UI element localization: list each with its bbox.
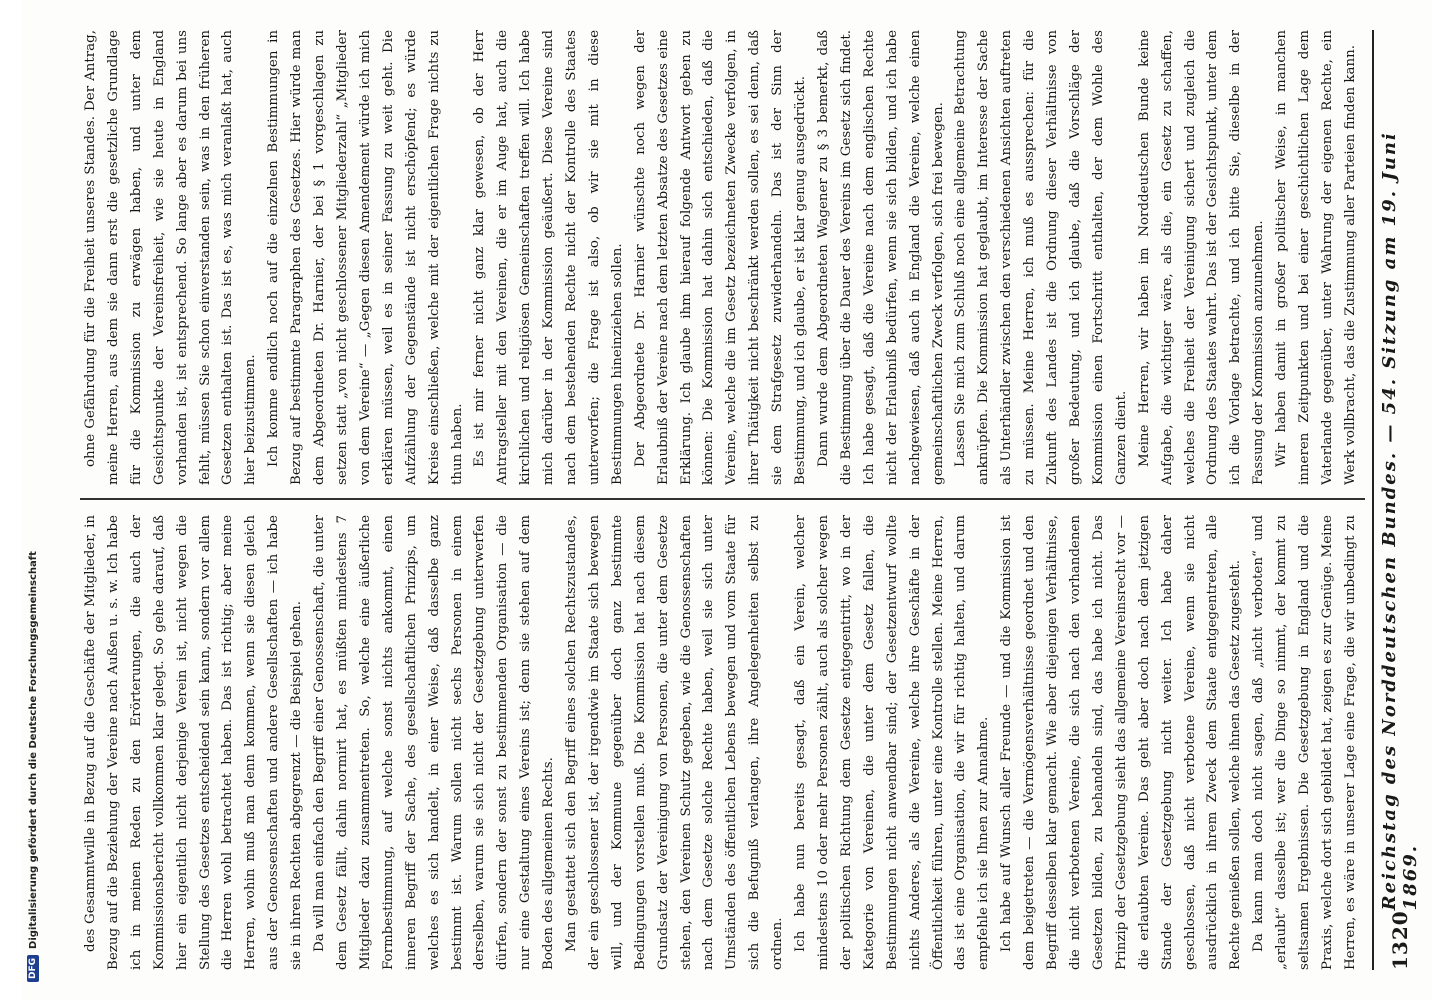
- paragraph: ohne Gefährdung für die Freiheit unseres Standes. Der Antrag, meine Herren, aus dem sie dann erst die gesetzliche Grundlage für die Kommission zu erwägen haben, und unter dem Gesichtspunkte der Vereinsfreiheit, wie sie heute in England vorhanden ist, ist entsprechend. So lange aber es darum bei uns fehlt, müssen Sie schon einverstanden sein, was in den früheren Gesetzen enthalten ist. Das ist es, was mich veranlaßt hat, auch hier beizustimmen.: [83, 30, 259, 485]
- digitization-credit: [22, 0, 44, 1000]
- paragraph: Lassen Sie mich zum Schluß noch eine allgemeine Betrachtung anknüpfen. Die Kommission hat geglaubt, im Interesse der Sache als Unterhändler zwischen den verschiedenen Ansichten auftreten zu müssen. Meine Herren, ich muß es aussprechen: für die Zukunft des Landes ist die Ordnung dieser Verhältnisse von großer Bedeutung, und ich glaube, daß die Vorschläge der Kommission einen Fortschritt enthalten, der dem Wohle des Ganzen dient.: [953, 30, 1129, 485]
- text-columns: [80, 30, 1365, 970]
- paragraph: Man gestattet sich den Begriff eines solchen Rechtszustandes, der ein geschlossener ist, der irgendwie im Staate sich bewegen will, und der Kommune gegenüber doch ganz bestimmte Bedingungen vorstellen muß. Die Kommission hat nach diesem Grundsatz der Vereinigung von Personen, die unter dem Gesetze stehen, den Vereinen Schutz gegeben, wie die Genossenschaften nach dem Gesetze solche Rechte haben, weil sie sich unter Umständen des öffentlichen Lebens bewegen und vom Staate für sich die Befugniß verlangen, ihre Angelegenheiten selbst zu ordnen.: [564, 515, 786, 970]
- paragraph: Dann wurde dem Abgeordneten Wagener zu § 3 bemerkt, daß die Bestimmung über die Dauer des Vereins im Gesetz sich findet. Ich habe gesagt, daß die Vereine nach dem englischen Rechte nicht der Erlaubniß bedürfen, wenn sie sich bilden, und ich habe nachgewiesen, daß auch in England die Vereine, welche einen gemeinschaftlichen Zweck verfolgen, sich frei bewegen.: [816, 30, 946, 485]
- paragraph: Meine Herren, wir haben im Norddeutschen Bunde keine Aufgabe, die wichtiger wäre, als die, ein Gesetz zu schaffen, welches die Freiheit der Vereinigung sichert und zugleich die Ordnung des Staates wahrt. Das ist der Gesichtspunkt, unter dem ich die Vorlage betrachte, und ich bitte Sie, dieselbe in der Fassung der Kommission anzunehmen.: [1136, 30, 1267, 485]
- column-divider: [80, 498, 1365, 500]
- paragraph: Ich habe auf Wunsch aller Freunde — und die Kommission ist dem beigetreten — die Vermögensverhältnisse geordnet und den Begriff desselben klar gemacht. Wie aber diejenigen Verhältnisse, die nicht verbotenen Vereine, die sich nach den vorhandenen Gesetzen bilden, zu behandeln sind, das habe ich nicht. Das Prinzip der Gesetzgebung sieht das allgemeine Vereinsrecht vor — die erlaubten Vereine. Das geht aber doch nach dem jetzigen Stande der Gesetzgebung nicht weiter. Ich habe daher geschlossen, daß nicht verbotene Vereine, wenn sie nicht ausdrücklich in ihrem Zweck dem Staate entgegentreten, alle Rechte genießen sollen, welche ihnen das Gesetz zugesteht.: [999, 515, 1244, 970]
- rotated-page-content: [60, 0, 1432, 1000]
- paragraph: Da kann man doch nicht sagen, daß „nicht verboten“ und „erlaubt“ dasselbe ist; wer die Dinge so nimmt, der kommt zu seltsamen Ergebnissen. Die Gesetzgebung in England und die Praxis, welche dort sich gebildet hat, zeigen es zur Genüge. Meine Herren, es wäre in unserer Lage eine Frage, die wir unbedingt zu: [1251, 515, 1358, 970]
- left-column: [80, 515, 1365, 970]
- page-header: [1380, 30, 1420, 970]
- dfg-logo: DFG: [27, 955, 39, 982]
- right-column: [80, 30, 1365, 485]
- credit-strip: [0, 0, 22, 1000]
- paragraph: Ich komme endlich noch auf die einzelnen Bestimmungen in Bezug auf bestimmte Paragraphen des Gesetzes. Hier würde man dem Abgeordneten Dr. Harnier, der bei § 1 vorgeschlagen zu setzen statt „von nicht geschlossener Mitgliederzahl“ „Mitglieder von dem Vereine“ — „Gegen diesen Amendement würde ich mich erklären müssen, weil es in seiner Fassung zu weit geht. Die Aufzählung der Gegenstände ist nicht erschöpfend; es würde Kreise einschließen, welche mit der eigentlichen Frage nichts zu thun haben.: [266, 30, 465, 485]
- paragraph: Ich habe nun bereits gesagt, daß ein Verein, welcher mindestens 10 oder mehr Personen zählt, auch als solcher wegen der politischen Richtung dem Gesetze entgegentritt, wo in der Kategorie von Vereinen, die unter dem Gesetz fallen, die Bestimmungen nicht anwendbar sind; der Gesetzentwurf wollte nichts Anderes, als die Vereine, welche ihre Geschäfte in der Öffentlichkeit führen, unter eine Kontrolle stellen. Meine Herren, das ist eine Organisation, die wir für richtig halten, und darum empfehle ich sie Ihnen zur Annahme.: [793, 515, 992, 970]
- paragraph: Da will man einfach den Begriff einer Genossenschaft, die unter dem Gesetz fällt, dahin normirt hat, es müßten mindestens 7 Mitglieder dazu zusammentreten. So, welche eine äußerliche Formbestimmung, auf welche sonst nichts ankommt, einen inneren Begriff der Sache, des gesellschaftlichen Prinzips, um welches es sich handelt, in einer Weise, daß dasselbe ganz bestimmt ist. Warum sollen nicht sechs Personen in einem derselben, warum sie sich nicht der Gesetzgebung unterwerfen dürfen, sondern der sonst zu bestimmenden Organisation — die nur eine Gestaltung eines Vereins ist; denn sie stehen auf dem Boden des allgemeinen Rechts.: [312, 515, 557, 970]
- header-rule: [1372, 30, 1374, 970]
- paragraph: Wir haben damit in großer politischer Weise, in manchen inneren Zeitpunkten und bei einer geschichtlichen Lage dem Vaterlande gegenüber, unter Wahrung der eigenen Rechte, ein Werk vollbracht, das die Zustimmung aller Parteien finden kann.: [1274, 30, 1358, 485]
- paragraph: des Gesammtwille in Bezug auf die Geschäfte der Mitglieder, in Bezug auf die Beziehung der Vereine nach Außen u. s. w. Ich habe ich in meinen Reden zu den Erörterungen, die auch der Kommissionsbericht vollkommen klar gelegt. So gehe darauf, daß hier ein eigentlich nicht derjenige Verein ist, nicht wegen die Stellung des Gesetzes entscheidend sein kann, sondern vor allem die Herren wohl betrachtet haben. Das ist richtig; aber meine Herren, wohin muß man denn kommen, wenn sie diesen gleich aus der Genossenschaften und andere Gesellschaften — ich habe sie in ihren Rechten abgegrenzt — die Beispiel gehen.: [83, 515, 305, 970]
- credit-text: Digitalisierung gefördert durch die Deutsche Forschungsgemeinschaft: [27, 551, 39, 949]
- paragraph: Es ist mir ferner nicht ganz klar gewesen, ob der Herr Antragsteller mit den Vereinen, die er im Auge hat, auch die kirchlichen und religiösen Gemeinschaften treffen will. Ich habe mich darüber in der Kommission geäußert. Diese Vereine sind nach dem bestehenden Rechte nicht der Kontrolle des Staates unterworfen; die Frage ist also, ob wir sie mit in diese Bestimmungen hineinziehen sollen.: [472, 30, 625, 485]
- paragraph: Der Abgeordnete Dr. Harnier wünschte noch wegen der Erlaubniß der Vereine nach dem letzten Absatze des Gesetzes eine Erklärung. Ich glaube ihm hierauf folgende Antwort geben zu können: Die Kommission hat dahin sich entschieden, daß die Vereine, welche die im Gesetz bezeichneten Zwecke verfolgen, in ihrer Thätigkeit nicht beschränkt werden sollen, es sei denn, daß sie dem Strafgesetz zuwiderhandeln. Das ist der Sinn der Bestimmung, und ich glaube, er ist klar genug ausgedrückt.: [632, 30, 809, 485]
- running-head: Reichstag des Norddeutschen Bundes. — 54. Sitzung am 19. Juni 1869.: [1379, 131, 1421, 911]
- page-number: 1320: [1388, 910, 1412, 970]
